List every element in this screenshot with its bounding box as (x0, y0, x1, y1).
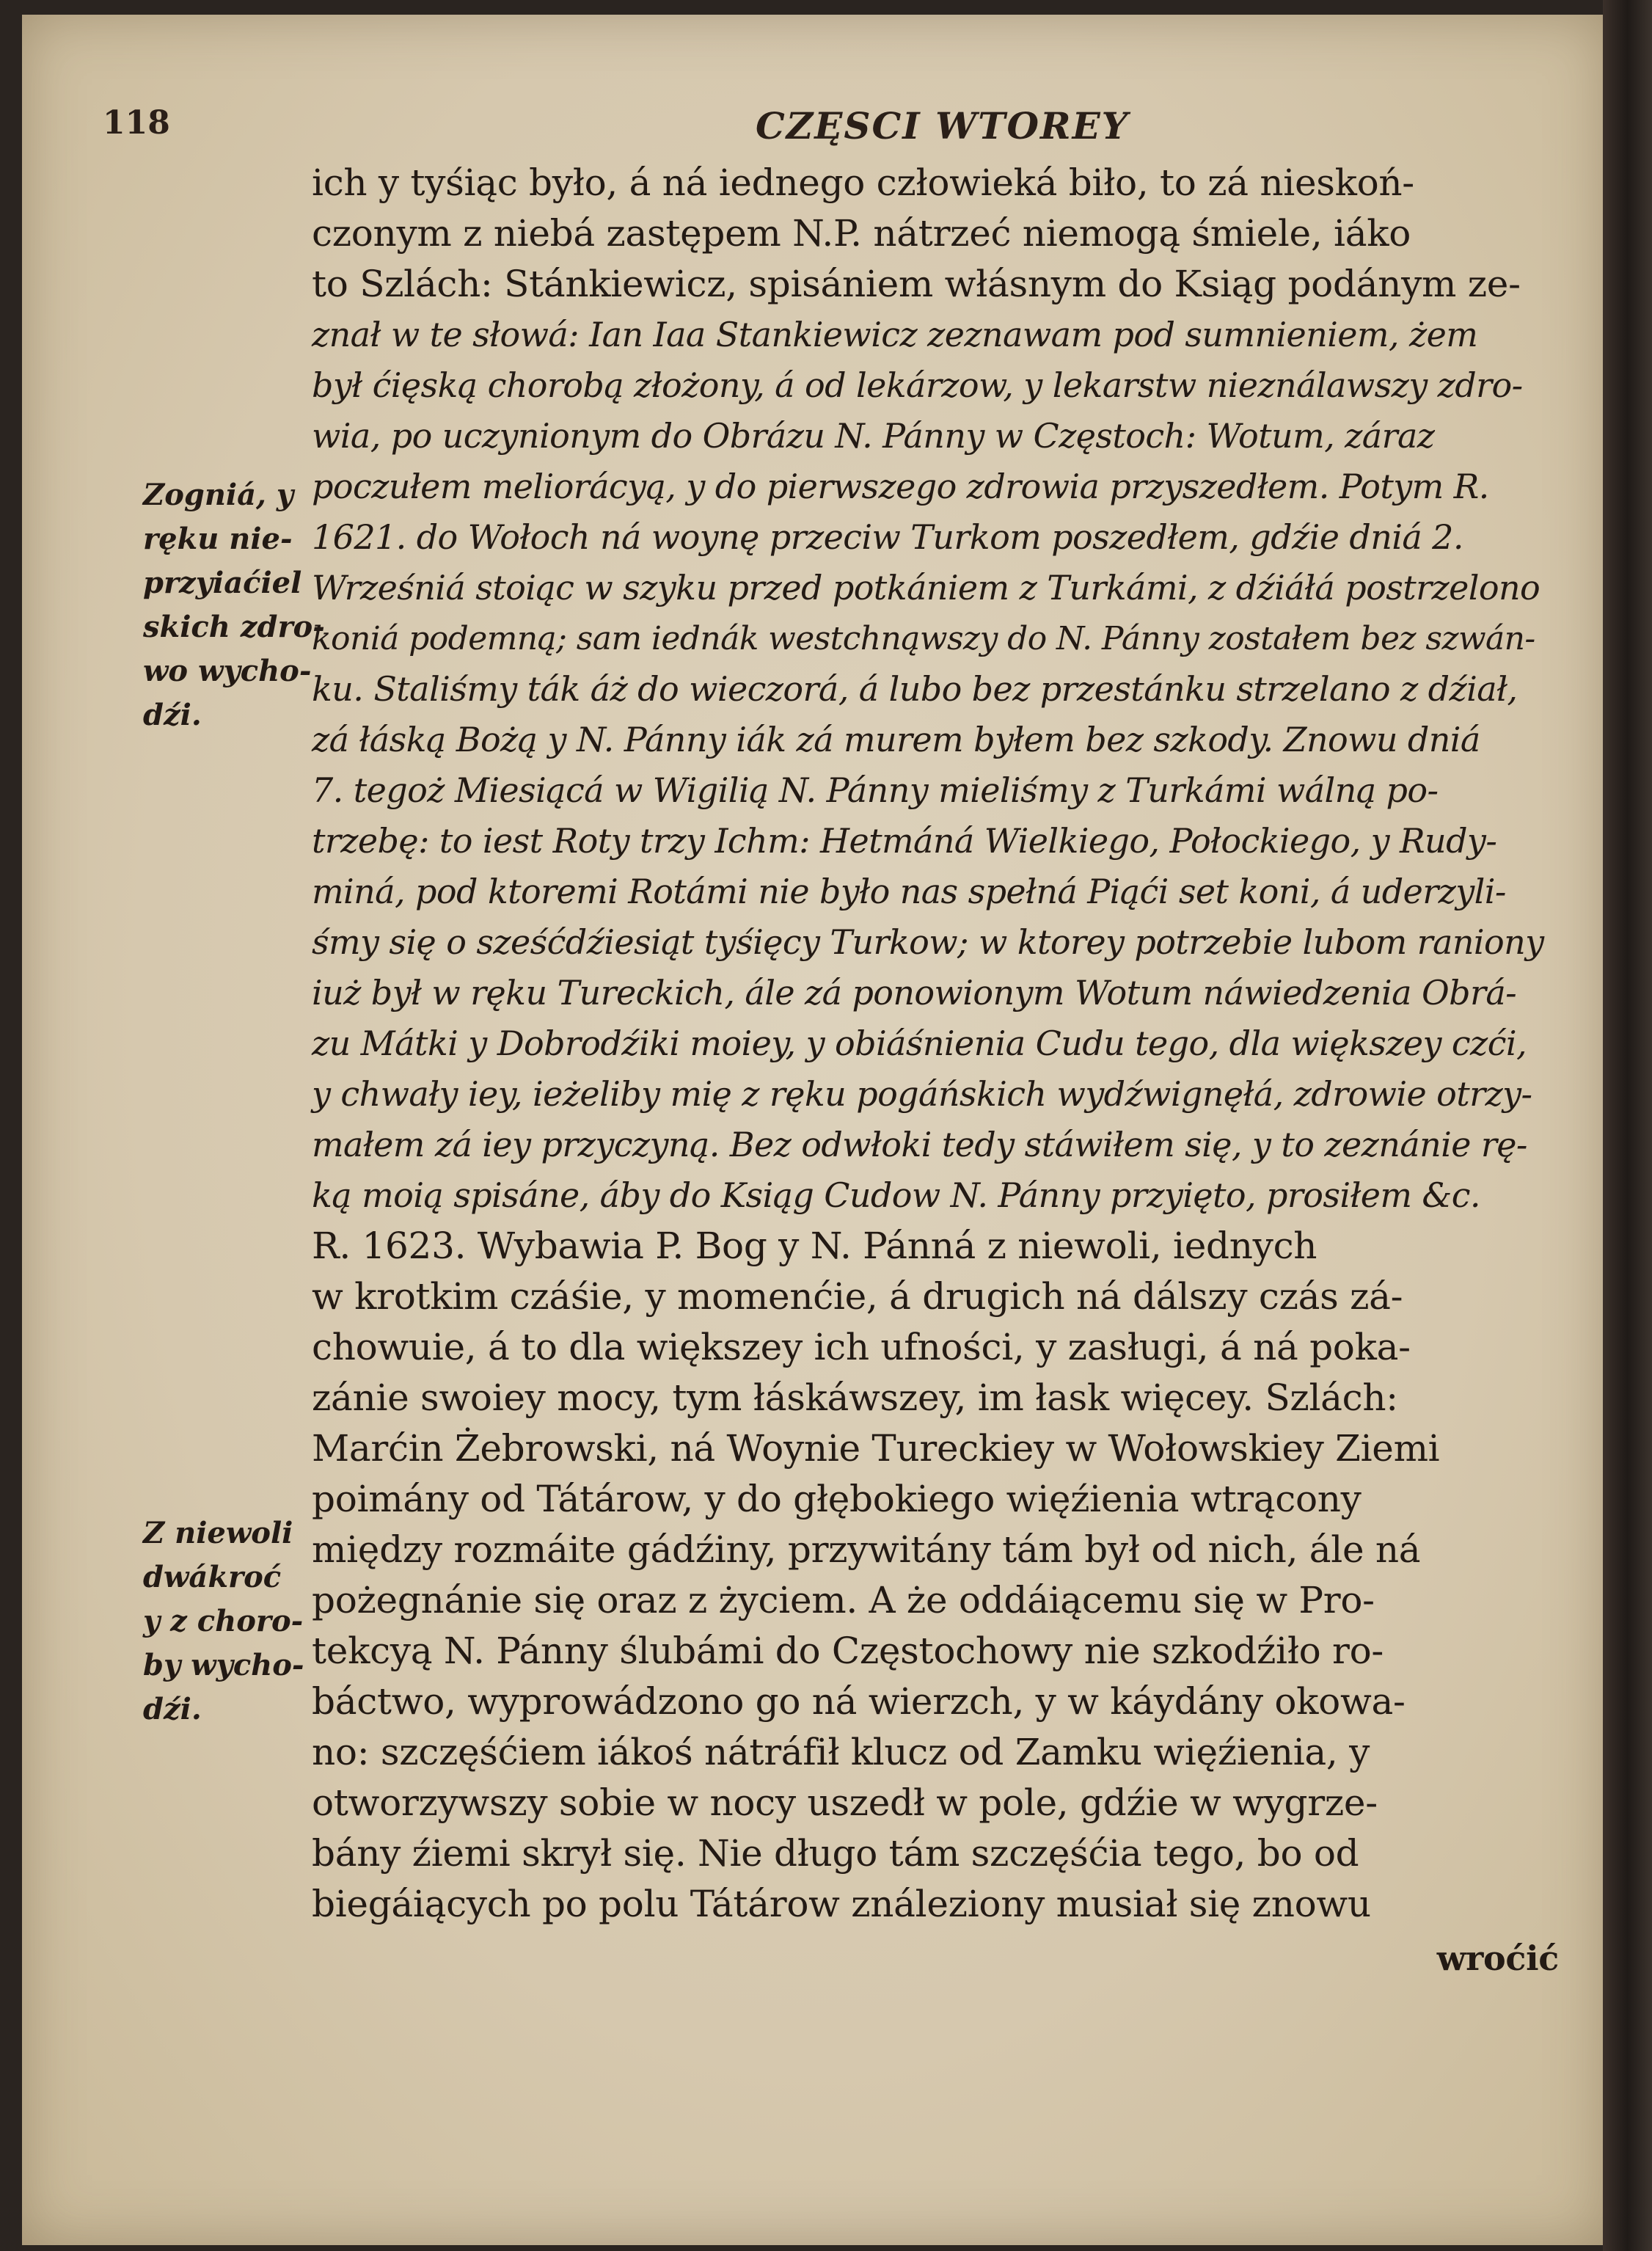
text-line: báctwo, wyprowádzono go ná wierzch, y w káydány okowa- (312, 1680, 1406, 1723)
text-line: poczułem meliorácyą, y do pierwszego zdrowia przyszedłem. Potym R. (312, 467, 1489, 506)
catchword-block (312, 1933, 1559, 1984)
text-line: między rozmáite gádźiny, przywitány tám był od nich, ále ná (312, 1528, 1421, 1571)
text-line: no: szczęśćiem iákoś nátráfił klucz od Zamku więźienia, y (312, 1731, 1370, 1773)
text-line: śmy się o sześćdźiesiąt tyśięcy Turkow; w ktorey potrzebie lubom raniony (312, 922, 1544, 962)
margin-note-2 (143, 1511, 319, 1732)
margin-note-line: ręku nie- (143, 522, 293, 556)
running-title: CZĘSCI WTOREY (756, 104, 1130, 147)
text-line: ku. Staliśmy ták áż do wieczorá, á lubo bez przestánku strzelano z dźiał, (312, 669, 1518, 709)
text-line: zá łáską Bożą y N. Pánny iák zá murem byłem bez szkody. Znowu dniá (312, 720, 1480, 759)
margin-note-line: skich zdro- (143, 610, 325, 644)
text-line: tekcyą N. Pánny ślubámi do Częstochowy nie szkodźiło ro- (312, 1630, 1384, 1672)
text-line: zu Mátki y Dobrodźiki moiey, y obiáśnienia Cudu tego, dla większey czći, (312, 1024, 1527, 1063)
text-line: to Szlách: Stánkiewicz, spisániem włásnym do Ksiąg podánym ze- (312, 263, 1521, 305)
text-line: wia, po uczynionym do Obrázu N. Pánny w Częstoch: Wotum, záraz (312, 416, 1435, 456)
margin-note-1 (143, 473, 325, 737)
margin-note-line: Zogniá, y (143, 478, 294, 512)
text-line: ką moią spisáne, áby do Ksiąg Cudow N. Pánny przyięto, prosiłem &c. (312, 1175, 1480, 1215)
margin-note-line: y z choro- (143, 1604, 304, 1638)
margin-note-line: dźi. (143, 1692, 202, 1726)
text-line: 1621. do Wołoch ná woynę przeciw Turkom poszedłem, gdźie dniá 2. (312, 517, 1463, 557)
margin-note-line: wo wycho- (143, 654, 312, 688)
text-line: bány źiemi skrył się. Nie długo tám szczęśćia tego, bo od (312, 1832, 1359, 1875)
margin-note-line: by wycho- (143, 1648, 304, 1682)
text-line: ich y tyśiąc było, á ná iednego człowieká biło, to zá nieskoń- (312, 161, 1414, 204)
text-line: koniá podemną; sam iednák westchnąwszy do N. Pánny zostałem bez szwán- (312, 620, 1535, 657)
book-spine (1603, 0, 1652, 2251)
text-line: trzebę: to iest Roty trzy Ichm: Hetmáná Wielkiego, Połockiego, y Rudy- (312, 821, 1497, 861)
text-line: małem zá iey przyczyną. Bez odwłoki tedy stáwiłem się, y to zeznánie rę- (312, 1125, 1527, 1164)
margin-note-line: dwákroć (143, 1560, 282, 1594)
text-line: biegáiących po polu Tátárow ználeziony musiał się znowu (312, 1883, 1371, 1925)
text-line: R. 1623. Wybawia P. Bog y N. Pánná z niewoli, iednych (312, 1225, 1317, 1267)
text-line: Wrześniá stoiąc w szyku przed potkániem z Turkámi, z dźiáłá postrzelono (312, 568, 1540, 608)
text-line: y chwały iey, ieżeliby mię z ręku pogáńskich wydźwignęłá, zdrowie otrzy- (312, 1074, 1532, 1114)
text-line: Marćin Żebrowski, ná Woynie Tureckiey w Wołowskiey Ziemi (312, 1427, 1440, 1470)
margin-note-line: dźi. (143, 698, 202, 732)
text-line: miná, pod ktoremi Rotámi nie było nas spełná Piąći set koni, á uderzyli- (312, 872, 1506, 911)
margin-note-line: Z niewoli (143, 1516, 293, 1550)
text-line: chowuie, á to dla większey ich ufności, y zasługi, á ná poka- (312, 1326, 1411, 1368)
text-line: iuż był w ręku Tureckich, ále zá ponowionym Wotum náwiedzenia Obrá- (312, 973, 1517, 1013)
book-page (22, 15, 1607, 2245)
text-line: otworzywszy sobie w nocy uszedł w pole, gdźie w wygrze- (312, 1781, 1378, 1824)
text-line: 7. tegoż Miesiącá w Wigilią N. Pánny mieliśmy z Turkámi wálną po- (312, 770, 1439, 810)
text-line: czonym z niebá zastępem N.P. nátrzeć niemogą śmiele, iáko (312, 212, 1411, 255)
text-line: zánie swoiey mocy, tym łáskáwszey, im łask więcey. Szlách: (312, 1376, 1398, 1419)
margin-note-line: przyiaćiel (143, 566, 302, 600)
text-line: poimány od Tátárow, y do głębokiego więźienia wtrącony (312, 1478, 1362, 1520)
text-line: był ćięską chorobą złożony, á od lekárzow, y lekarstw nieználawszy zdro- (312, 365, 1523, 405)
running-head (22, 104, 1607, 156)
page-number: 118 (103, 104, 170, 142)
text-line: pożegnánie się oraz z życiem. A że oddáiącemu się w Pro- (312, 1579, 1375, 1621)
catchword: wroćić (1436, 1938, 1559, 1978)
text-line: w krotkim czáśie, y momenćie, á drugich ná dálszy czás zá- (312, 1275, 1403, 1318)
body-text (312, 158, 1559, 1930)
text-line: znał w te słowá: Ian Iaa Stankiewicz zeznawam pod sumnieniem, żem (312, 315, 1478, 354)
